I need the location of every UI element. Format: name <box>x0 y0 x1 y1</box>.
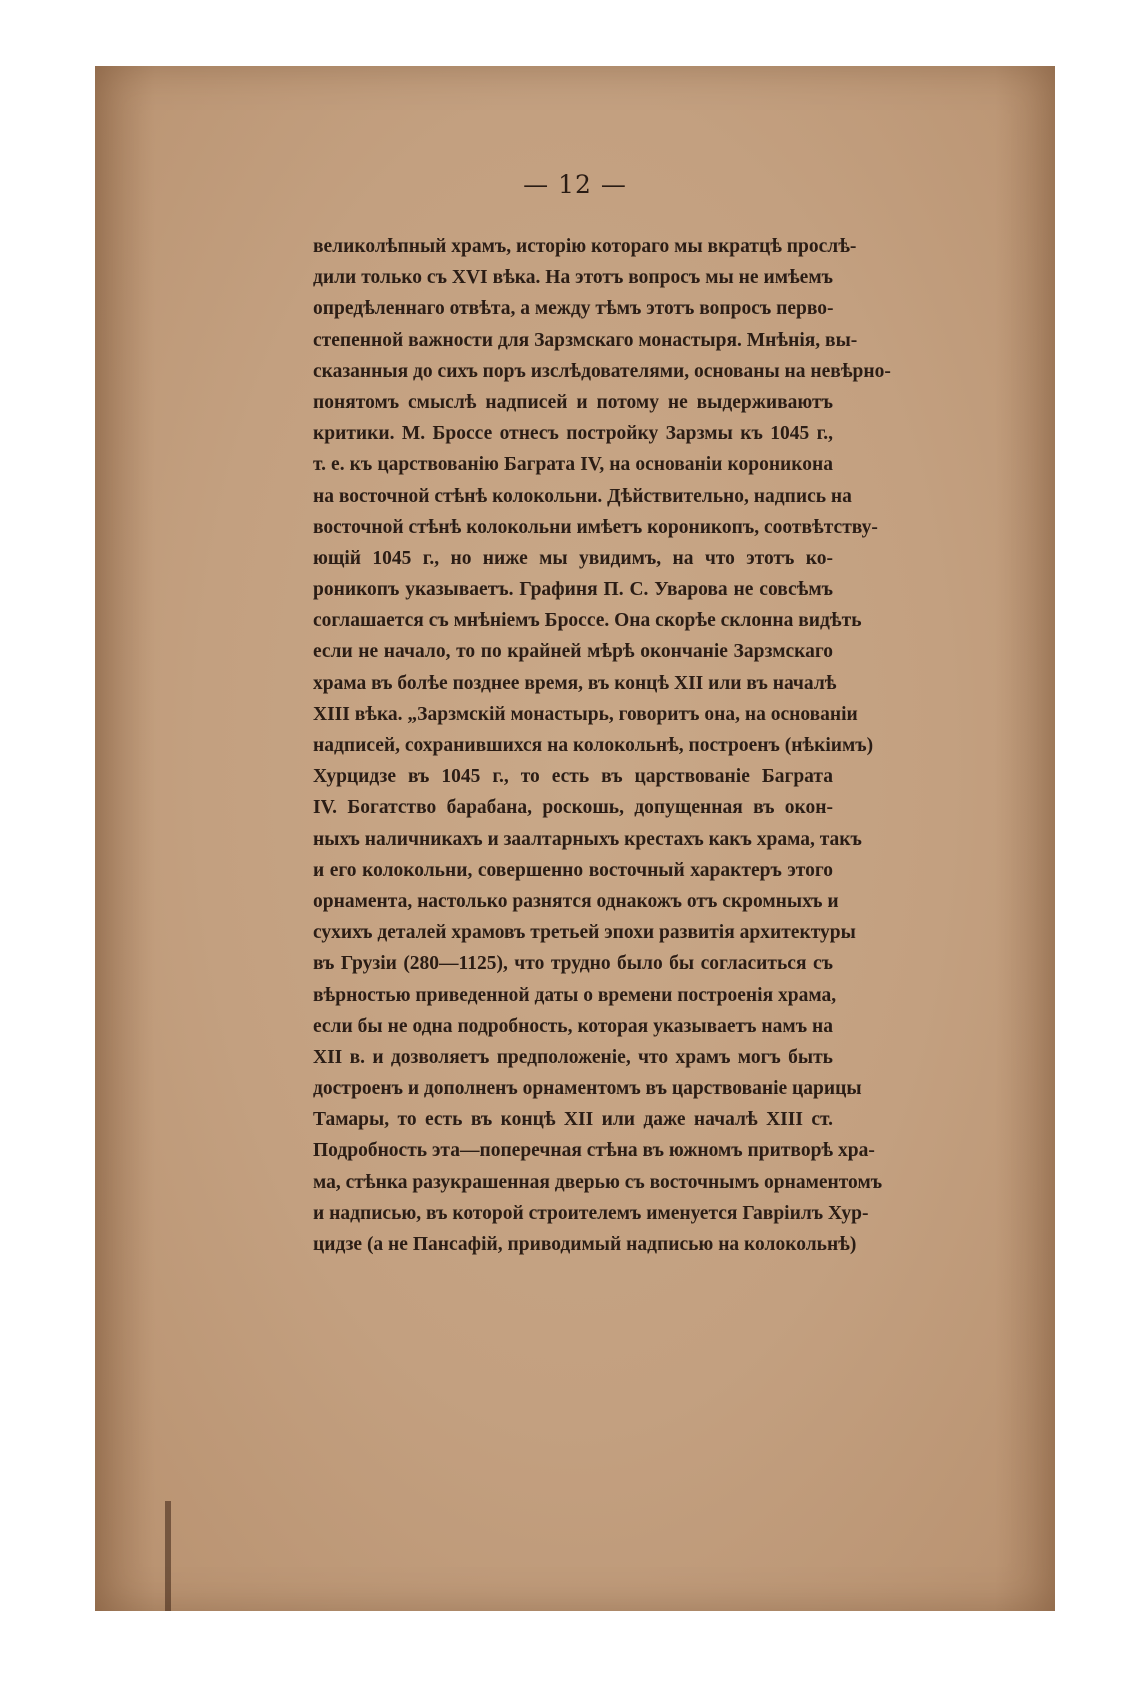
text-line: вѣрностью приведенной даты о времени построенія храма, <box>313 984 837 1006</box>
text-line: Хурцидзе въ 1045 г., то есть въ царствованіе Баграта <box>313 766 833 788</box>
text-line: на восточной стѣнѣ колокольни. Дѣйствительно, надпись на <box>313 485 852 507</box>
text-line: ныхъ наличникахъ и заалтарныхъ крестахъ какъ храма, такъ <box>313 828 862 850</box>
text-line: XIII вѣка. „Зарзмскій монастырь, говоритъ она, на основаніи <box>313 703 858 725</box>
text-line: дили только съ XVI вѣка. На этотъ вопросъ мы не имѣемъ <box>313 267 833 289</box>
page-number: — 12 — <box>523 170 627 199</box>
body-text <box>313 231 891 1260</box>
text-line: надписей, сохранившихся на колокольнѣ, построенъ (нѣкіимъ) <box>313 735 874 756</box>
text-line: и его колокольни, совершенно восточный характеръ этого <box>313 859 833 881</box>
text-line: цидзе (а не Пансафій, приводимый надписью на колокольнѣ) <box>313 1234 857 1255</box>
text-line: т. е. къ царствованію Баграта IV, на основаніи короникона <box>313 454 833 476</box>
text-line: ющій 1045 г., но ниже мы увидимъ, на что этотъ ко- <box>313 547 833 569</box>
text-line: сухихъ деталей храмовъ третьей эпохи развитія архитектуры <box>313 922 856 944</box>
text-line: сказанныя до сихъ поръ изслѣдователями, основаны на невѣрно- <box>313 360 891 382</box>
binding-shadow <box>165 1501 171 1611</box>
text-line: если бы не одна подробность, которая указываетъ намъ на <box>313 1015 833 1037</box>
text-line: великолѣпный храмъ, исторію котораго мы вкратцѣ прослѣ- <box>313 236 857 257</box>
text-line: ма, стѣнка разукрашенная дверью съ восточнымъ орнаментомъ <box>313 1171 883 1193</box>
text-line: XII в. и дозволяетъ предположеніе, что храмъ могъ быть <box>313 1046 833 1068</box>
text-line: орнамента, настолько разнятся однакожъ отъ скромныхъ и <box>313 890 839 912</box>
text-line: опредѣленнаго отвѣта, а между тѣмъ этотъ вопросъ перво- <box>313 298 834 320</box>
text-line: IV. Богатство барабана, роскошь, допущенная въ окон- <box>313 797 833 819</box>
text-line: Тамары, то есть въ концѣ XII или даже началѣ XIII ст. <box>313 1109 833 1131</box>
text-line: въ Грузіи (280—1125), что трудно было бы согласиться съ <box>313 953 833 975</box>
scanned-page <box>95 66 1055 1611</box>
text-line: соглашается съ мнѣніемъ Броссе. Она скорѣе склонна видѣть <box>313 610 862 632</box>
text-line: и надписью, въ которой строителемъ именуется Гавріилъ Хур- <box>313 1202 869 1224</box>
text-line: достроенъ и дополненъ орнаментомъ въ царствованіе царицы <box>313 1078 862 1100</box>
text-line: храма въ болѣе позднее время, въ концѣ XII или въ началѣ <box>313 672 837 694</box>
text-line: если не начало, то по крайней мѣрѣ окончаніе Зарзмскаго <box>313 641 833 663</box>
text-line: восточной стѣнѣ колокольни имѣетъ короникопъ, соотвѣтству- <box>313 516 878 538</box>
text-line: роникопъ указываетъ. Графиня П. С. Уварова не совсѣмъ <box>313 579 833 601</box>
text-line: понятомъ смыслѣ надписей и потому не выдерживаютъ <box>313 391 833 413</box>
text-line: Подробность эта—поперечная стѣна въ южномъ притворѣ хра- <box>313 1140 875 1162</box>
text-line: степенной важности для Зарзмскаго монастыря. Мнѣнія, вы- <box>313 329 858 351</box>
text-line: критики. М. Броссе отнесъ постройку Зарзмы къ 1045 г., <box>313 423 833 445</box>
